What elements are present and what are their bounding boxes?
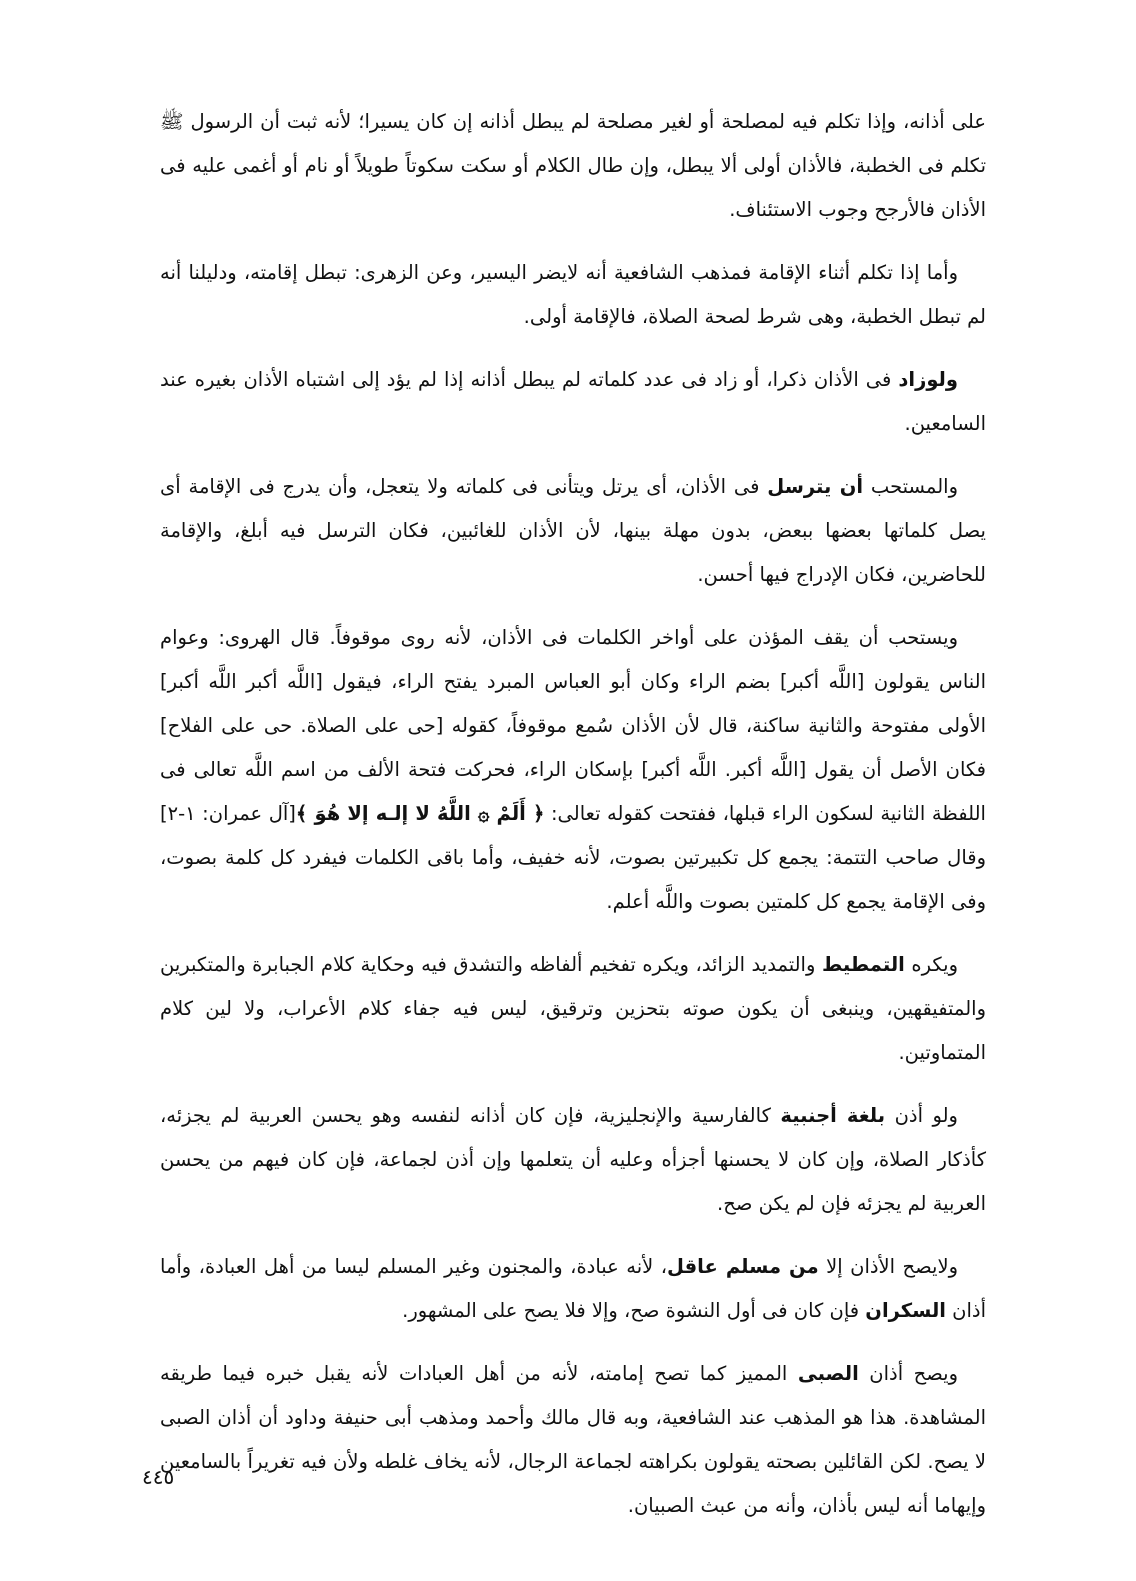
- paragraph: [160, 251, 986, 339]
- bold-term: بلغة أجنبية: [780, 1104, 886, 1127]
- text-segment: على أذانه، وإذا تكلم فيه لمصلحة أو لغير مصلحة لم يبطل أذانه إن كان يسيرا؛ لأنه ثبت أن الرسول ﷺ تكلم فى الخطبة، فالأذان أولى ألا يبطل، وإن طال الكلام أو سكت سكوتاً طويلاً أو نام أو أغمى عليه فى الأذان فالأرجح وجوب الاستئناف.: [160, 110, 986, 221]
- paragraph: [160, 1245, 986, 1333]
- text-segment: ويستحب أن يقف المؤذن على أواخر الكلمات فى الأذان، لأنه روى موقوفاً. قال الهروى: وعوام الناس يقولون [اللَّه أكبر] بضم الراء وكان أبو العباس المبرد يفتح الراء، فيقول [اللَّه أكبر اللَّه أكبر] الأولى مفتوحة والثانية ساكنة، قال لأن الأذان سُمع موقوفاً، كقوله [حى على الصلاة. حى على الفلاح] فكان الأصل أن يقول [اللَّه أكبر. اللَّه أكبر] بإسكان الراء، فحركت فتحة الألف من اسم اللَّه تعالى فى اللفظة الثانية لسكون الراء قبلها، ففتحت كقوله تعالى:: [160, 626, 986, 825]
- text-segment: ، لأنه عبادة، والمجنون وغير المسلم ليسا من أهل العبادة، وأما أذان: [160, 1255, 986, 1322]
- text-segment: ولو أذن: [885, 1104, 958, 1127]
- text-segment: ويصح أذان: [858, 1362, 959, 1385]
- paragraph: [160, 943, 986, 1075]
- paragraph: [160, 100, 986, 232]
- text-segment: والمستحب: [863, 475, 958, 498]
- bold-term: ﴿ أَلَمْ ۞ اللَّهُ لا إلـه إلا هُوَ ﴾: [295, 802, 545, 825]
- text-segment: ويكره: [904, 953, 958, 976]
- page-body: [160, 100, 986, 1547]
- text-segment: فى الأذان، أى يرتل ويتأنى فى كلماته ولا يتعجل، وأن يدرج فى الإقامة أى يصل كلماتها بعضها ببعض، بدون مهلة بينها، لأن الأذان للغائبين، فكان الترسل فيه أبلغ، والإقامة للحاضرين، فكان الإدراج فيها أحسن.: [160, 475, 986, 586]
- text-segment: المميز كما تصح إمامته، لأنه من أهل العبادات لأنه يقبل خبره فيما طريقه المشاهدة. هذا هو المذهب عند الشافعية، وبه قال مالك وأحمد ومذهب أبى حنيفة وداود أن أذان الصبى لا يصح. لكن القائلين بصحته يقولون بكراهته لجماعة الرجال، لأنه يخاف غلطه ولأن فيه تغريراً بالسامعين وإيهاما أنه ليس بأذان، وأنه من عبث الصبيان.: [160, 1362, 986, 1517]
- paragraph: [160, 465, 986, 597]
- paragraph: [160, 1352, 986, 1528]
- text-segment: فإن كان فى أول النشوة صح، وإلا فلا يصح على المشهور.: [402, 1299, 866, 1322]
- text-segment: وأما إذا تكلم أثناء الإقامة فمذهب الشافعية أنه لايضر اليسير، وعن الزهرى: تبطل إقامته، ودليلنا أنه لم تبطل الخطبة، وهى شرط لصحة الصلاة، فالإقامة أولى.: [160, 261, 986, 328]
- paragraph: [160, 1094, 986, 1226]
- bold-term: ولوزاد: [898, 368, 958, 391]
- text-segment: فى الأذان ذكرا، أو زاد فى عدد كلماته لم يبطل أذانه إذا لم يؤد إلى اشتباه الأذان بغيره عند السامعين.: [160, 368, 986, 435]
- paragraph: [160, 616, 986, 924]
- bold-term: التمطيط: [821, 953, 905, 976]
- page-number: ٤٤٥: [142, 1465, 175, 1489]
- bold-term: الصبى: [797, 1362, 859, 1385]
- bold-term: أن يترسل: [767, 475, 864, 498]
- text-segment: [آل عمران: ١-٢] وقال صاحب التتمة: يجمع كل تكبيرتين بصوت، لأنه خفيف، وأما باقى الكلمات فيفرد كل كلمة بصوت، وفى الإقامة يجمع كل كلمتين بصوت واللَّه أعلم.: [160, 802, 986, 913]
- paragraph: [160, 358, 986, 446]
- bold-term: من مسلم عاقل: [667, 1255, 819, 1278]
- bold-term: السكران: [865, 1299, 946, 1322]
- text-segment: كالفارسية والإنجليزية، فإن كان أذانه لنفسه وهو يحسن العربية لم يجزئه، كأذكار الصلاة، وإن كان لا يحسنها أجزأه وعليه أن يتعلمها وإن أذن لجماعة، فإن كان فيهم من يحسن العربية لم يجزئه فإن لم يكن صح.: [160, 1104, 986, 1215]
- text-segment: ولايصح الأذان إلا: [818, 1255, 958, 1278]
- text-segment: والتمديد الزائد، ويكره تفخيم ألفاظه والتشدق فيه وحكاية كلام الجبابرة والمتكبرين والمتفيقهين، وينبغى أن يكون صوته بتحزين وترقيق، ليس فيه جفاء كلام الأعراب، ولا لين كلام المتماوتين.: [160, 953, 986, 1064]
